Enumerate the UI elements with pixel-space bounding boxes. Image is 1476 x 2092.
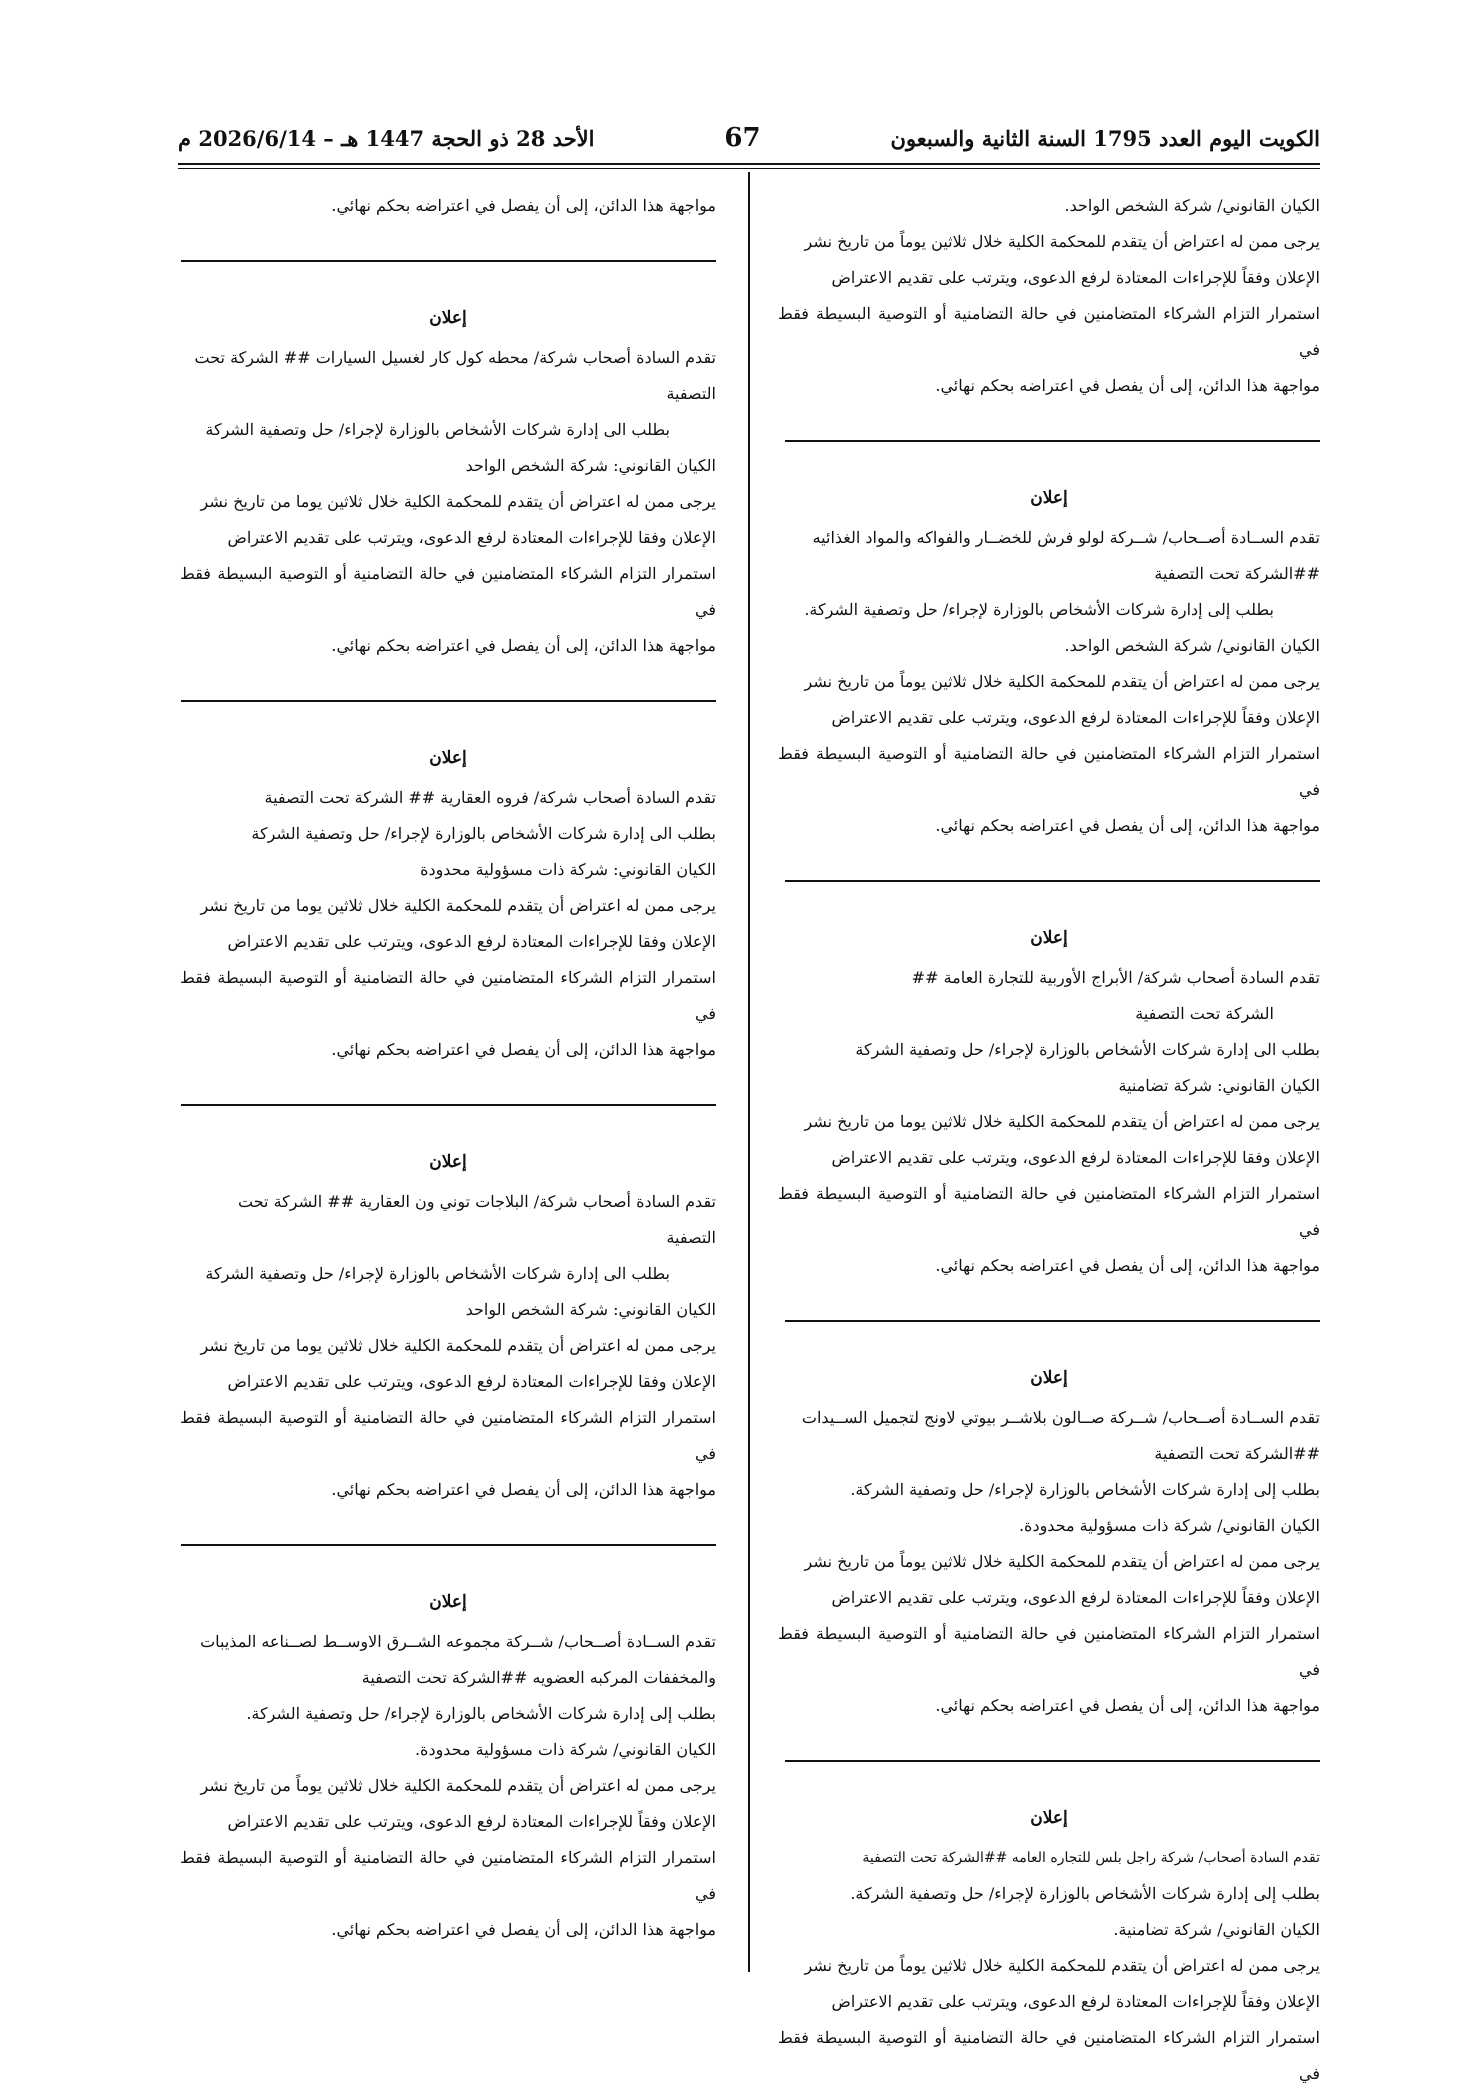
notice xyxy=(778,1800,1320,2092)
notice-body-line: مواجهة هذا الدائن، إلى أن يفصل في اعتراضه بحكم نهائي. xyxy=(331,1040,716,1059)
notice-body-line: مواجهة هذا الدائن، إلى أن يفصل في اعتراضه بحكم نهائي. xyxy=(331,636,716,655)
notice-body-line: الإعلان وفقاً للإجراءات المعتادة لرفع الدعوى، ويترتب على تقديم الاعتراض xyxy=(831,1588,1320,1607)
notice-body-line: استمرار التزام الشركاء المتضامنين في حالة التضامنية أو التوصية البسيطة فقط في xyxy=(180,1848,716,1903)
notice-title: إعلان xyxy=(1030,1368,1068,1388)
notice-body-line: يرجى ممن له اعتراض أن يتقدم للمحكمة الكلية خلال ثلاثين يوما من تاريخ نشر xyxy=(200,492,716,511)
notice-body-line: مواجهة هذا الدائن، إلى أن يفصل في اعتراضه بحكم نهائي. xyxy=(935,816,1320,835)
notice-title: إعلان xyxy=(1030,928,1068,948)
notice-separator xyxy=(785,880,1320,882)
notice-separator xyxy=(181,1544,716,1546)
notice-company-line: التصفية xyxy=(666,1228,716,1247)
notice xyxy=(778,1360,1320,1724)
notice-body-line: استمرار التزام الشركاء المتضامنين في حالة التضامنية أو التوصية البسيطة فقط في xyxy=(778,2028,1320,2083)
notice xyxy=(778,920,1320,1284)
notice-request: بطلب إلى إدارة شركات الأشخاص بالوزارة لإجراء/ حل وتصفية الشركة. xyxy=(850,1480,1320,1499)
page-header xyxy=(178,118,1320,158)
page-number: 67 xyxy=(724,123,761,153)
notice-body-line: الإعلان وفقا للإجراءات المعتادة لرفع الدعوى، ويترتب على تقديم الاعتراض xyxy=(831,1148,1320,1167)
notice-company-line: تقدم الســادة أصــحاب/ شــركة صــالون بلاشــر بيوتي لاونج لتجميل الســيدات xyxy=(801,1408,1320,1427)
notice xyxy=(180,1144,716,1508)
notice-company-line: تقدم السادة أصحاب شركة/ فروه العقارية ## الشركة تحت التصفية xyxy=(264,788,716,807)
header-date: الأحد 28 ذو الحجة 1447 هـ – 2026/6/14 م xyxy=(178,125,595,151)
notice-company-line: والمخففات المركبه العضويه ##الشركة تحت التصفية xyxy=(361,1668,716,1687)
notice-body-line: يرجى ممن له اعتراض أن يتقدم للمحكمة الكلية خلال ثلاثين يوماً من تاريخ نشر xyxy=(804,232,1320,251)
notice-body-line: مواجهة هذا الدائن، إلى أن يفصل في اعتراضه بحكم نهائي. xyxy=(935,1256,1320,1275)
notice-company-line: تقدم السادة أصحاب شركة/ البلاجات توني ون العقارية ## الشركة تحت xyxy=(238,1192,716,1211)
header-issue-info: الكويت اليوم العدد 1795 السنة الثانية والسبعون xyxy=(890,125,1320,151)
notice-body-line: يرجى ممن له اعتراض أن يتقدم للمحكمة الكلية خلال ثلاثين يوماً من تاريخ نشر xyxy=(804,672,1320,691)
notice-request: بطلب إلى إدارة شركات الأشخاص بالوزارة لإجراء/ حل وتصفية الشركة. xyxy=(804,600,1274,619)
notice-request: بطلب الى إدارة شركات الأشخاص بالوزارة لإجراء/ حل وتصفية الشركة xyxy=(251,824,716,843)
notice-company-line: التصفية xyxy=(666,384,716,403)
notice-title: إعلان xyxy=(1030,488,1068,508)
notice-entity: الكيان القانوني: شركة تضامنية xyxy=(1118,1076,1320,1095)
notice-body-line: الإعلان وفقا للإجراءات المعتادة لرفع الدعوى، ويترتب على تقديم الاعتراض xyxy=(227,1372,716,1391)
notice-body-line: الإعلان وفقاً للإجراءات المعتادة لرفع الدعوى، ويترتب على تقديم الاعتراض xyxy=(831,1992,1320,2011)
notice-title: إعلان xyxy=(429,748,467,768)
notice-request: بطلب إلى إدارة شركات الأشخاص بالوزارة لإجراء/ حل وتصفية الشركة. xyxy=(850,1884,1320,1903)
column-divider xyxy=(748,172,750,1972)
header-rule xyxy=(178,163,1320,169)
notice-request: بطلب الى إدارة شركات الأشخاص بالوزارة لإجراء/ حل وتصفية الشركة xyxy=(855,1040,1320,1059)
notice-body-line: الإعلان وفقا للإجراءات المعتادة لرفع الدعوى، ويترتب على تقديم الاعتراض xyxy=(227,932,716,951)
notice-body-line: مواجهة هذا الدائن، إلى أن يفصل في اعتراضه بحكم نهائي. xyxy=(331,196,716,215)
notice-continuation xyxy=(778,188,1320,404)
notice-entity: الكيان القانوني/ شركة ذات مسؤولية محدودة. xyxy=(414,1740,716,1759)
notice-separator xyxy=(181,1104,716,1106)
notice-title: إعلان xyxy=(429,308,467,328)
left-column xyxy=(180,188,716,1948)
notice-body-line: مواجهة هذا الدائن، إلى أن يفصل في اعتراضه بحكم نهائي. xyxy=(331,1920,716,1939)
notice-company-line: ##الشركة تحت التصفية xyxy=(1154,564,1320,583)
notice-body-line: استمرار التزام الشركاء المتضامنين في حالة التضامنية أو التوصية البسيطة فقط في xyxy=(778,1624,1320,1679)
notice-body-line: يرجى ممن له اعتراض أن يتقدم للمحكمة الكلية خلال ثلاثين يوما من تاريخ نشر xyxy=(200,896,716,915)
notice-body-line: يرجى ممن له اعتراض أن يتقدم للمحكمة الكلية خلال ثلاثين يوماً من تاريخ نشر xyxy=(200,1776,716,1795)
notice-body-line: مواجهة هذا الدائن، إلى أن يفصل في اعتراضه بحكم نهائي. xyxy=(935,1696,1320,1715)
notice-body-line: يرجى ممن له اعتراض أن يتقدم للمحكمة الكلية خلال ثلاثين يوماً من تاريخ نشر xyxy=(804,1956,1320,1975)
notice-body-line: الإعلان وفقاً للإجراءات المعتادة لرفع الدعوى، ويترتب على تقديم الاعتراض xyxy=(227,1812,716,1831)
notice-body-line: الإعلان وفقاً للإجراءات المعتادة لرفع الدعوى، ويترتب على تقديم الاعتراض xyxy=(831,268,1320,287)
notice-company-line: تقدم السادة أصحاب شركة/ الأبراج الأوربية للتجارة العامة ## xyxy=(911,968,1320,987)
notice-body-line: استمرار التزام الشركاء المتضامنين في حالة التضامنية أو التوصية البسيطة فقط في xyxy=(180,1408,716,1463)
notice-entity: الكيان القانوني/ شركة ذات مسؤولية محدودة. xyxy=(1018,1516,1320,1535)
notice xyxy=(180,1584,716,1948)
notice-entity: الكيان القانوني/ شركة الشخص الواحد. xyxy=(1064,196,1320,215)
notice-separator xyxy=(181,260,716,262)
notice xyxy=(180,300,716,664)
notice-title: إعلان xyxy=(429,1592,467,1612)
notice-body-line: الإعلان وفقاً للإجراءات المعتادة لرفع الدعوى، ويترتب على تقديم الاعتراض xyxy=(831,708,1320,727)
notice-entity: الكيان القانوني: شركة ذات مسؤولية محدودة xyxy=(420,860,716,879)
notice-body-line: يرجى ممن له اعتراض أن يتقدم للمحكمة الكلية خلال ثلاثين يوماً من تاريخ نشر xyxy=(804,1552,1320,1571)
notice-body-line: استمرار التزام الشركاء المتضامنين في حالة التضامنية أو التوصية البسيطة فقط في xyxy=(180,968,716,1023)
notice-body-line: مواجهة هذا الدائن، إلى أن يفصل في اعتراضه بحكم نهائي. xyxy=(935,376,1320,395)
notice-entity: الكيان القانوني: شركة الشخص الواحد xyxy=(465,456,716,475)
notice xyxy=(778,480,1320,844)
notice-body-line: مواجهة هذا الدائن، إلى أن يفصل في اعتراضه بحكم نهائي. xyxy=(331,1480,716,1499)
notice-title: إعلان xyxy=(429,1152,467,1172)
notice-company-line: تقدم الســادة أصــحاب/ شــركة لولو فرش للخضــار والفواكه والمواد الغذائيه xyxy=(812,528,1320,547)
notice-request: بطلب الى إدارة شركات الأشخاص بالوزارة لإجراء/ حل وتصفية الشركة xyxy=(205,1264,670,1283)
notice-body-line: استمرار التزام الشركاء المتضامنين في حالة التضامنية أو التوصية البسيطة فقط في xyxy=(778,1184,1320,1239)
notice-body-line: استمرار التزام الشركاء المتضامنين في حالة التضامنية أو التوصية البسيطة فقط في xyxy=(778,744,1320,799)
notice-body-line: استمرار التزام الشركاء المتضامنين في حالة التضامنية أو التوصية البسيطة فقط في xyxy=(180,564,716,619)
notice-company-line: الشركة تحت التصفية xyxy=(1135,1004,1274,1023)
notice-body-line: يرجى ممن له اعتراض أن يتقدم للمحكمة الكلية خلال ثلاثين يوما من تاريخ نشر xyxy=(804,1112,1320,1131)
notice-entity: الكيان القانوني/ شركة الشخص الواحد. xyxy=(1064,636,1320,655)
notice-entity: الكيان القانوني: شركة الشخص الواحد xyxy=(465,1300,716,1319)
notice-separator xyxy=(785,1320,1320,1322)
notice-body-line: استمرار التزام الشركاء المتضامنين في حالة التضامنية أو التوصية البسيطة فقط في xyxy=(778,304,1320,359)
notice-company-line: ##الشركة تحت التصفية xyxy=(1154,1444,1320,1463)
notice-request: بطلب الى إدارة شركات الأشخاص بالوزارة لإجراء/ حل وتصفية الشركة xyxy=(205,420,670,439)
notice-separator xyxy=(181,700,716,702)
notice-separator xyxy=(785,1760,1320,1762)
notice-company-line: تقدم السادة أصحاب شركة/ محطه كول كار لغسيل السيارات ## الشركة تحت xyxy=(194,348,716,367)
notice-entity: الكيان القانوني/ شركة تضامنية. xyxy=(1113,1920,1320,1939)
notice-separator xyxy=(785,440,1320,442)
notice-title: إعلان xyxy=(1030,1808,1068,1828)
notice xyxy=(180,740,716,1068)
notice-company-line: تقدم السادة أصحاب/ شركة راجل بلس للتجاره العامه ##الشركة تحت التصفية xyxy=(862,1850,1320,1866)
notice-body-line: يرجى ممن له اعتراض أن يتقدم للمحكمة الكلية خلال ثلاثين يوما من تاريخ نشر xyxy=(200,1336,716,1355)
notice-body-line: الإعلان وفقا للإجراءات المعتادة لرفع الدعوى، ويترتب على تقديم الاعتراض xyxy=(227,528,716,547)
notice-company-line: تقدم الســادة أصــحاب/ شــركة مجموعه الشــرق الاوســط لصــناعه المذيبات xyxy=(200,1632,716,1651)
right-column xyxy=(778,188,1320,2092)
notice-request: بطلب إلى إدارة شركات الأشخاص بالوزارة لإجراء/ حل وتصفية الشركة. xyxy=(246,1704,716,1723)
